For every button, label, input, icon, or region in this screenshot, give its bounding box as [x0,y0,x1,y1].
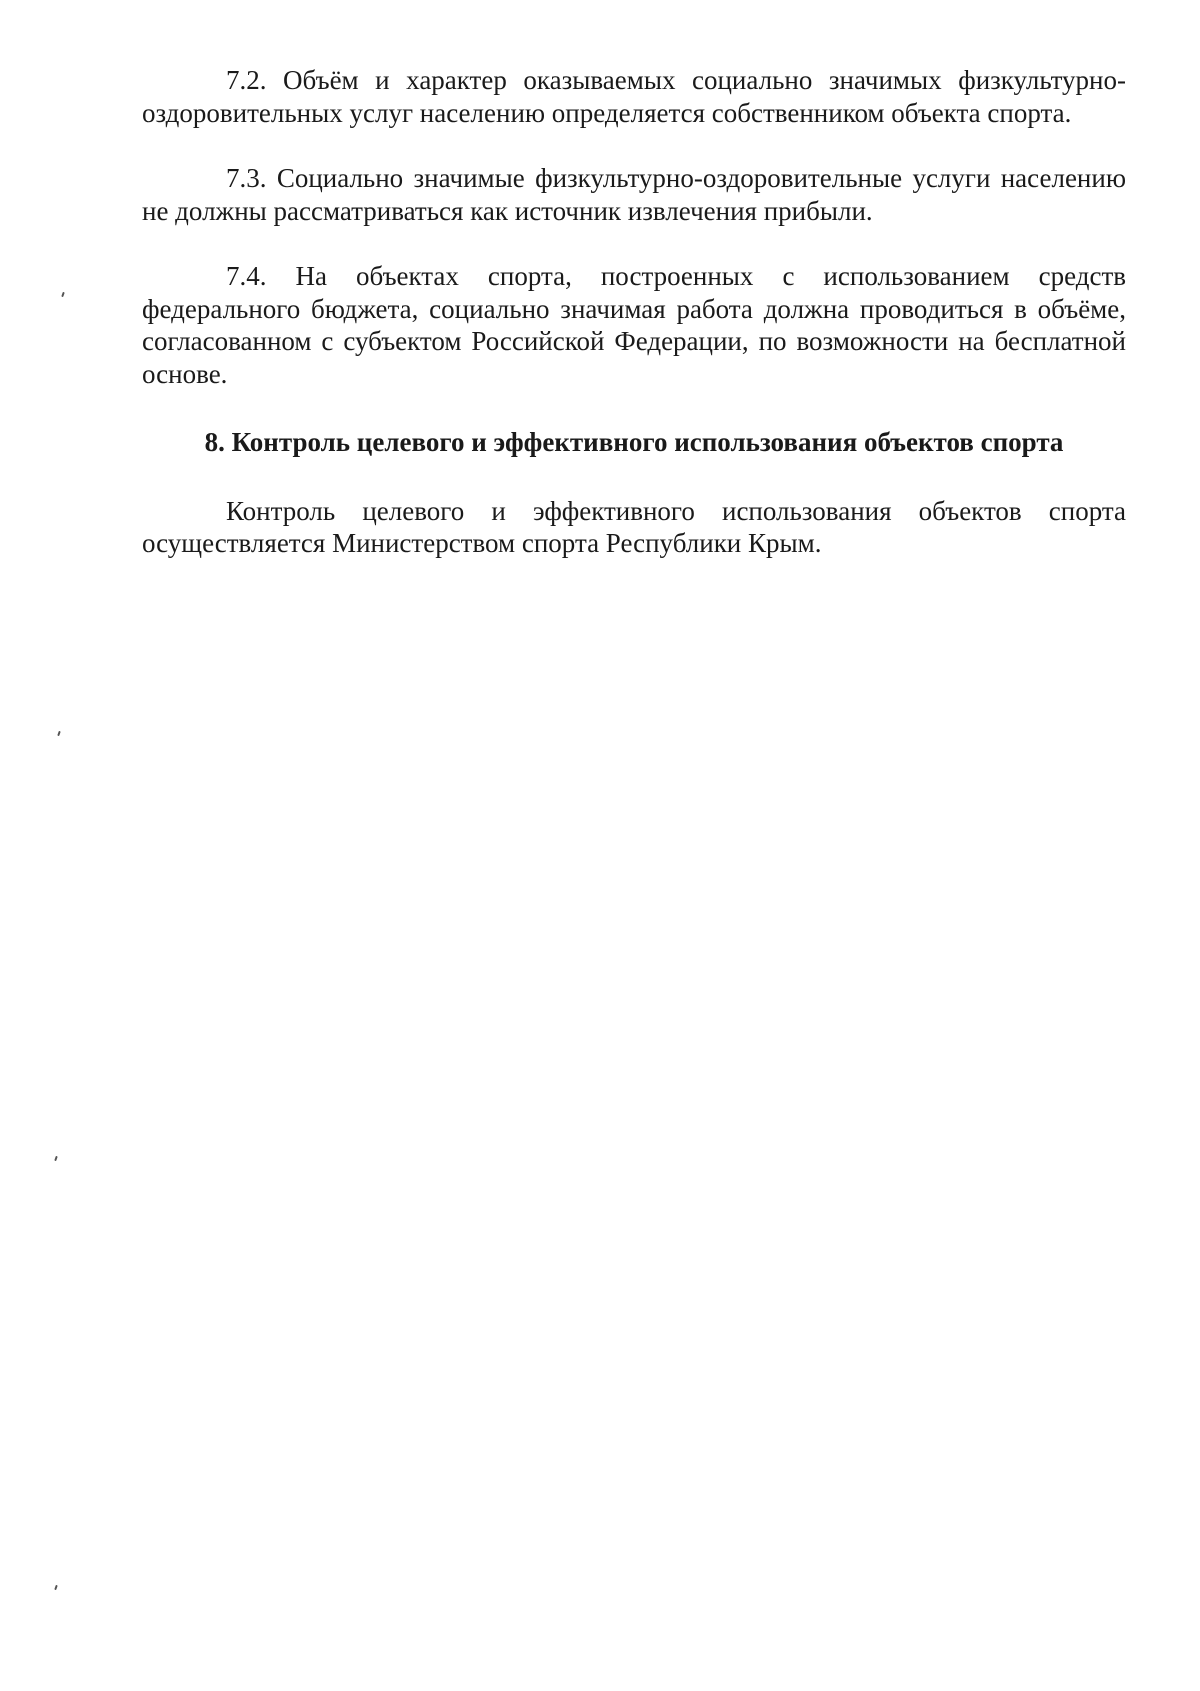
scan-speck [57,731,61,736]
section-8-paragraph: Контроль целевого и эффективного использования объектов спорта осуществляется Министерством спорта Республики Крым. [142,495,1126,558]
paragraph-7-2: 7.2. Объём и характер оказываемых социально значимых физкультурно-оздоровительных услуг населению определяется собственником объекта спорта. [142,65,1126,128]
scan-speck [61,292,65,297]
document-body [142,64,1126,560]
scan-speck [54,1156,58,1161]
scan-speck [54,1585,58,1590]
section-heading-8: 8. Контроль целевого и эффективного использования объектов спорта [204,427,1064,457]
paragraph-7-3: 7.3. Социально значимые физкультурно-оздоровительные услуги населению не должны рассматриваться как источник извлечения прибыли. [142,163,1126,226]
paragraph-7-4: 7.4. На объектах спорта, построенных с использованием средств федерального бюджета, социально значимая работа должна проводиться в объёме, согласованном с субъектом Российской Федерации, по возможности на бесплатной основе. [142,261,1126,389]
